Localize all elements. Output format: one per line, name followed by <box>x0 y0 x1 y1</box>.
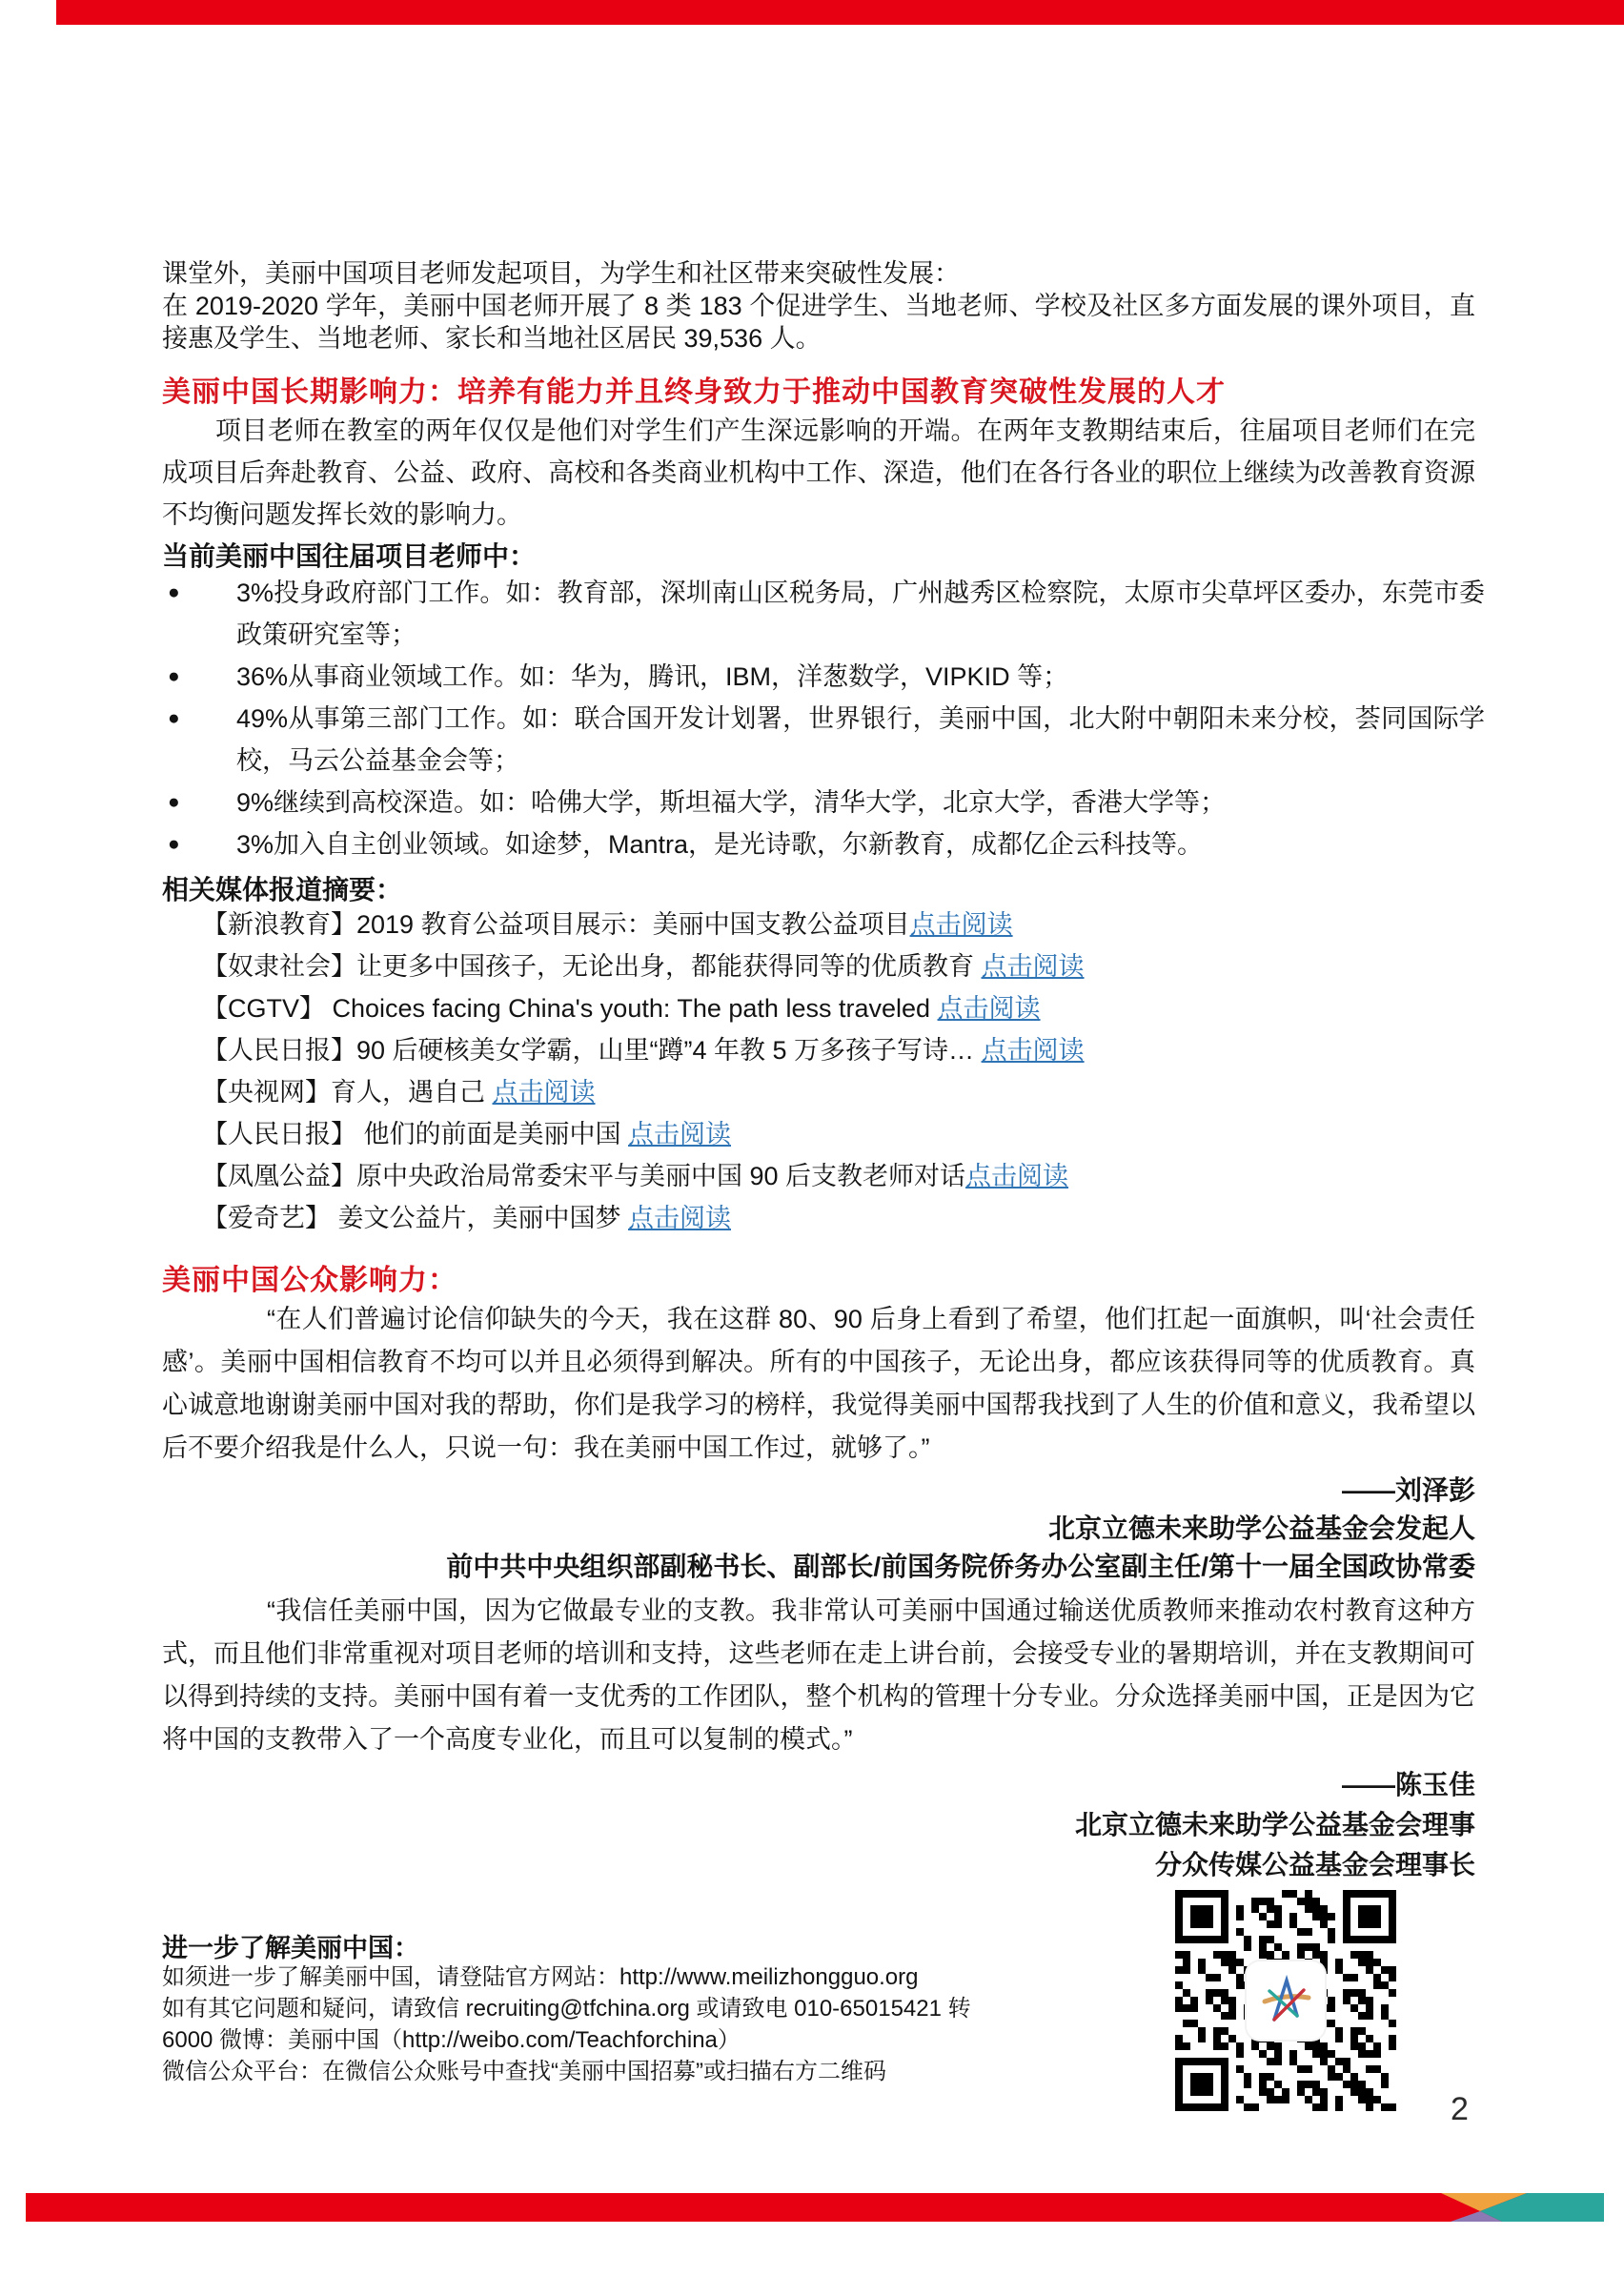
bullet-icon: ● <box>168 791 180 813</box>
media-item-text: 【新浪教育】2019 教育公益项目展示：美丽中国支教公益项目 <box>202 910 910 939</box>
media-item-text: 【人民日报】90 后硬核美女学霸，山里“蹲”4 年教 5 万多孩子写诗… <box>202 1036 982 1065</box>
list-item <box>162 782 1485 823</box>
section1-heading: 美丽中国长期影响力：培养有能力并且终身致力于推动中国教育突破性发展的人才 <box>162 376 1226 408</box>
attribution-name: ——刘泽彭 <box>1341 1475 1475 1505</box>
bullet-text: 49%从事第三部门工作。如：联合国开发计划署，世界银行，美丽中国，北大附中朝阳未来分校，荟同国际学校，马云公益基金会等； <box>236 704 1485 775</box>
footer-line: 微信公众平台：在微信公众账号中查找“美丽中国招募”或扫描右方二维码 <box>162 2059 886 2084</box>
section1-subheading: 当前美丽中国往届项目老师中： <box>162 541 537 571</box>
bullet-icon: ● <box>168 665 180 687</box>
media-heading: 相关媒体报道摘要： <box>162 875 403 904</box>
read-link[interactable]: 点击阅读 <box>965 1162 1069 1190</box>
attribution-title: 北京立德未来助学公益基金会理事 <box>1074 1810 1475 1839</box>
read-link[interactable]: 点击阅读 <box>628 1120 732 1148</box>
media-item-text: 【CGTV】 Choices facing China's youth: The path less traveled <box>202 994 938 1023</box>
list-item <box>162 823 1485 865</box>
attribution-title: 分众传媒公益基金会理事长 <box>1154 1850 1475 1879</box>
intro-paragraph <box>162 257 1475 355</box>
read-link[interactable]: 点击阅读 <box>628 1204 732 1232</box>
bottom-brand-bar <box>26 2193 1604 2222</box>
read-link[interactable]: 点击阅读 <box>981 1036 1085 1065</box>
media-item-text: 【爱奇艺】 姜文公益片，美丽中国梦 <box>202 1204 629 1232</box>
footer-line: 如有其它问题和疑问，请致信 recruiting@tfchina.org 或请致电 010-65015421 转 <box>162 1996 971 2022</box>
top-brand-bar <box>56 0 1624 25</box>
star-logo-icon <box>1255 1970 1316 2031</box>
media-item <box>202 1029 1479 1071</box>
media-item-text: 【人民日报】 他们的前面是美丽中国 <box>202 1120 629 1148</box>
read-link[interactable]: 点击阅读 <box>937 994 1041 1023</box>
media-item-text: 【凤凰公益】原中央政治局常委宋平与美丽中国 90 后支教老师对话 <box>202 1162 966 1190</box>
media-item <box>202 987 1479 1029</box>
alumni-bullet-list <box>162 572 1485 865</box>
media-item-text: 【央视网】育人，遇自己 <box>202 1078 493 1107</box>
qr-center-logo <box>1247 1961 1325 2040</box>
section1-paragraph: 项目老师在教室的两年仅仅是他们对学生们产生深远影响的开端。在两年支教期结束后，往届项目老师们在完成项目后奔赴教育、公益、政府、高校和各类商业机构中工作、深造，他们在各行各业的职位上继续为改善教育资源不均衡问题发挥长效的影响力。 <box>162 417 1475 529</box>
media-item <box>202 904 1479 945</box>
list-item <box>162 656 1485 698</box>
footer-heading: 进一步了解美丽中国： <box>162 1934 419 1962</box>
quote-1: “在人们普遍讨论信仰缺失的今天，我在这群 80、90 后身上看到了希望，他们扛起一面旗帜，叫‘社会责任感’。美丽中国相信教育不均可以并且必须得到解决。所有的中国孩子，无论出身，都应该获得同等的优质教育。真心诚意地谢谢美丽中国对我的帮助，你们是我学习的榜样，我觉得美丽中国帮我找到了人生的价值和意义，我希望以后不要介绍我是什么人，只说一句：我在美丽中国工作过，就够了。” <box>162 1305 1475 1462</box>
attribution-1 <box>162 1472 1475 1586</box>
list-item <box>162 572 1485 656</box>
footer-line: 6000 微博：美丽中国（http://weibo.com/Teachforchina） <box>162 2027 741 2053</box>
attribution-title: 前中共中央组织部副秘书长、副部长/前国务院侨务办公室副主任/第十一届全国政协常委 <box>446 1552 1475 1581</box>
intro-line-1: 课堂外，美丽中国项目老师发起项目，为学生和社区带来突破性发展： <box>162 259 960 288</box>
attribution-2 <box>162 1765 1475 1885</box>
media-item-text: 【奴隶社会】让更多中国孩子，无论出身，都能获得同等的优质教育 <box>202 952 982 981</box>
bullet-icon: ● <box>168 833 180 855</box>
bullet-icon: ● <box>168 581 180 603</box>
footer-contact-lines <box>162 1961 1210 2087</box>
page-number: 2 <box>1451 2091 1469 2127</box>
media-item <box>202 1113 1479 1155</box>
read-link[interactable]: 点击阅读 <box>981 952 1085 981</box>
bullet-text: 3%加入自主创业领域。如途梦，Mantra，是光诗歌，尔新教育，成都亿企云科技等。 <box>236 830 1204 859</box>
bullet-icon: ● <box>168 707 180 729</box>
attribution-title: 北京立德未来助学公益基金会发起人 <box>1047 1514 1475 1543</box>
brand-arrow-decoration <box>1430 2193 1604 2222</box>
intro-line-2: 在 2019-2020 学年，美丽中国老师开展了 8 类 183 个促进学生、当地老师、学校及社区多方面发展的课外项目，直接惠及学生、当地老师、家长和当地社区居民 39,536 人。 <box>162 292 1475 353</box>
list-item <box>162 698 1485 782</box>
read-link[interactable]: 点击阅读 <box>492 1078 596 1107</box>
media-item <box>202 1071 1479 1113</box>
bullet-text: 9%继续到高校深造。如：哈佛大学，斯坦福大学，清华大学，北京大学，香港大学等； <box>236 788 1227 817</box>
bullet-text: 3%投身政府部门工作。如：教育部，深圳南山区税务局，广州越秀区检察院，太原市尖草坪区委办，东莞市委政策研究室等； <box>236 579 1485 649</box>
bullet-text: 36%从事商业领域工作。如：华为，腾讯，IBM，洋葱数学，VIPKID 等； <box>236 662 1069 691</box>
read-link[interactable]: 点击阅读 <box>909 910 1013 939</box>
attribution-name: ——陈玉佳 <box>1341 1770 1475 1799</box>
media-item <box>202 945 1479 987</box>
media-list <box>202 904 1479 1239</box>
quote-2: “我信任美丽中国，因为它做最专业的支教。我非常认可美丽中国通过输送优质教师来推动农村教育这种方式，而且他们非常重视对项目老师的培训和支持，这些老师在走上讲台前，会接受专业的暑期培训，并在支教期间可以得到持续的支持。美丽中国有着一支优秀的工作团队，整个机构的管理十分专业。分众选择美丽中国，正是因为它将中国的支教带入了一个高度专业化，而且可以复制的模式。” <box>162 1596 1475 1754</box>
media-item <box>202 1197 1479 1239</box>
footer-line: 如须进一步了解美丽中国，请登陆官方网站：http://www.meilizhongguo.org <box>162 1964 919 1990</box>
section2-heading: 美丽中国公众影响力： <box>162 1265 457 1296</box>
media-item <box>202 1155 1479 1197</box>
